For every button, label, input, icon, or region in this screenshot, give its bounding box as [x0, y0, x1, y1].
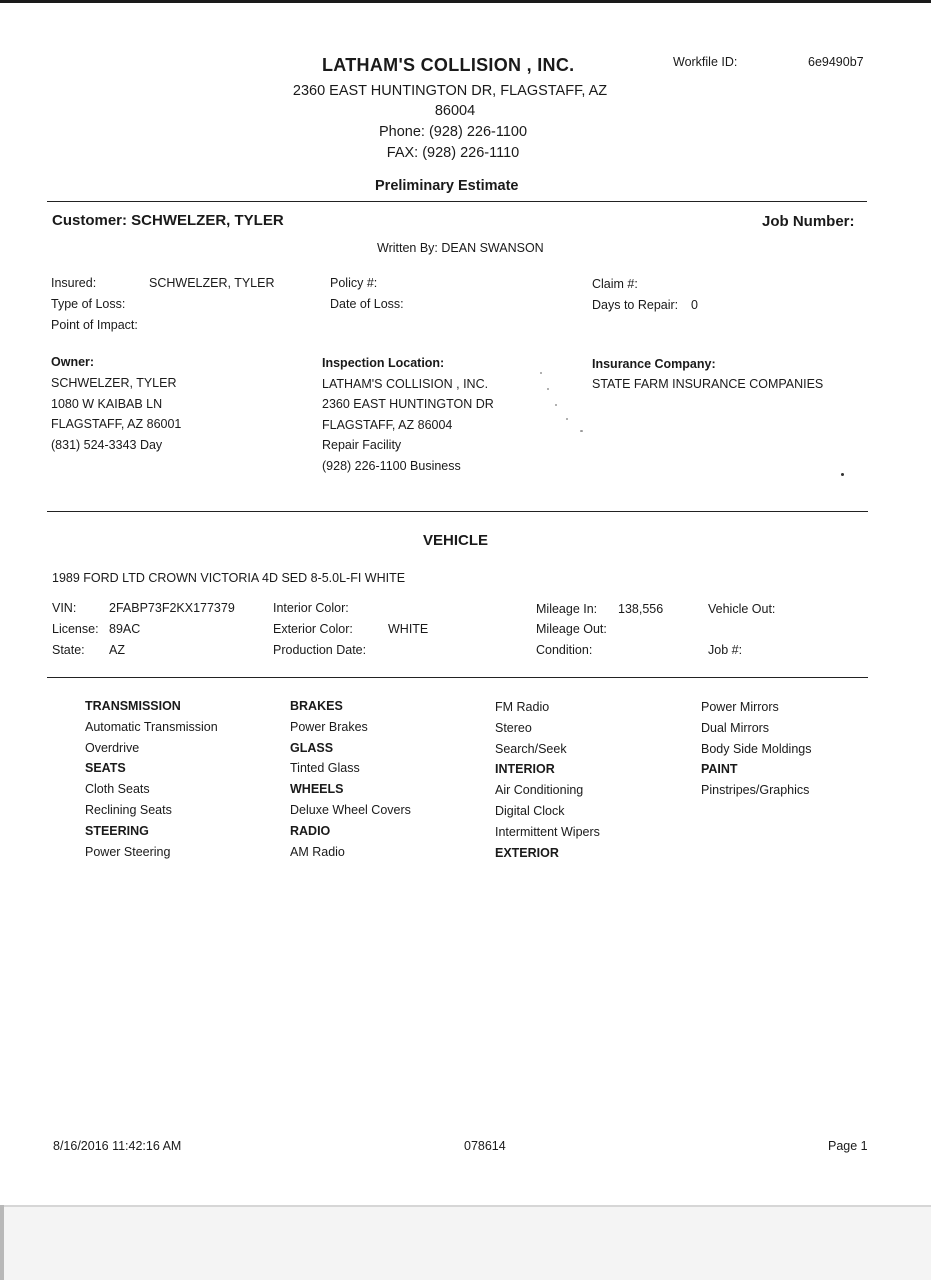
option-category: SEATS	[85, 761, 126, 776]
header-divider	[47, 201, 867, 202]
option-item: Air Conditioning	[495, 783, 584, 798]
owner-line: FLAGSTAFF, AZ 86001	[51, 417, 182, 431]
document-title: Preliminary Estimate	[375, 178, 519, 194]
option-category: EXTERIOR	[495, 845, 559, 860]
insurance-company-heading: Insurance Company:	[592, 357, 716, 371]
scan-speck	[566, 418, 568, 420]
company-phone: Phone: (928) 226-1100	[378, 124, 528, 140]
option-item: Tinted Glass	[290, 761, 360, 776]
option-item: Digital Clock	[495, 804, 565, 818]
inspection-line: 2360 EAST HUNTINGTON DR	[322, 397, 494, 411]
company-fax: FAX: (928) 226-1110	[386, 145, 520, 161]
option-item: Search/Seek	[495, 741, 567, 756]
point-of-impact-label: Point of Impact:	[51, 318, 138, 332]
option-item: Pinstripes/Graphics	[701, 783, 810, 798]
mileage-in-label: Mileage In:	[536, 602, 598, 616]
inspection-line: FLAGSTAFF, AZ 86004	[322, 418, 453, 432]
page-number: Page 1	[828, 1139, 868, 1153]
exterior-color-value: WHITE	[388, 622, 429, 636]
option-item: Power Mirrors	[701, 700, 779, 714]
option-category: TRANSMISSION	[85, 699, 181, 713]
vehicle-description: 1989 FORD LTD CROWN VICTORIA 4D SED 8-5.0L-FI WHITE	[52, 571, 406, 585]
company-address-line2: 86004	[434, 103, 476, 119]
policy-number-label: Policy #:	[330, 276, 378, 290]
scanner-background	[0, 1205, 931, 1280]
written-by: Written By: DEAN SWANSON	[377, 241, 544, 255]
insured-value: SCHWELZER, TYLER	[149, 276, 275, 290]
option-item: Stereo	[495, 720, 532, 735]
vehicle-out-label: Vehicle Out:	[708, 602, 776, 616]
owner-line: (831) 524-3343 Day	[51, 438, 163, 452]
option-item: FM Radio	[495, 700, 550, 714]
vehicle-top-divider	[47, 511, 868, 512]
days-to-repair-label: Days to Repair:	[592, 298, 679, 312]
vin-label: VIN:	[52, 601, 77, 615]
job-number-label: Job Number:	[762, 213, 855, 230]
option-item: Dual Mirrors	[701, 720, 770, 735]
option-item: Power Steering	[85, 844, 171, 859]
state-value: AZ	[109, 643, 125, 657]
option-item: Power Brakes	[290, 719, 368, 734]
option-item: Cloth Seats	[85, 782, 150, 797]
vehicle-heading: VEHICLE	[423, 532, 489, 549]
days-to-repair-value: 0	[691, 298, 698, 312]
workfile-id-label: Workfile ID:	[673, 55, 738, 69]
date-of-loss-label: Date of Loss:	[330, 297, 404, 311]
option-item: Overdrive	[85, 740, 140, 755]
owner-heading: Owner:	[51, 355, 95, 369]
scanner-left-edge	[0, 1205, 4, 1280]
option-category: INTERIOR	[495, 762, 555, 777]
exterior-color-label: Exterior Color:	[273, 622, 353, 636]
license-label: License:	[52, 622, 99, 636]
option-item: Reclining Seats	[85, 803, 172, 817]
scan-speck	[547, 388, 549, 390]
production-date-label: Production Date:	[273, 643, 367, 657]
option-item: Intermittent Wipers	[495, 824, 600, 839]
inspection-line: (928) 226-1100 Business	[322, 459, 461, 473]
option-item: Deluxe Wheel Covers	[290, 803, 411, 817]
interior-color-label: Interior Color:	[273, 601, 349, 615]
document-code: 078614	[464, 1139, 506, 1153]
company-name: LATHAM'S COLLISION , INC.	[322, 55, 575, 75]
paper-bottom-edge	[0, 1205, 931, 1207]
mileage-out-label: Mileage Out:	[536, 622, 607, 636]
condition-label: Condition:	[536, 643, 593, 657]
option-item: Automatic Transmission	[85, 719, 218, 734]
option-category: RADIO	[290, 823, 331, 838]
owner-line: 1080 W KAIBAB LN	[51, 397, 163, 411]
option-item: AM Radio	[290, 844, 345, 859]
scan-speck	[555, 404, 557, 406]
option-category: BRAKES	[290, 699, 343, 713]
vin-value: 2FABP73F2KX177379	[109, 601, 235, 615]
license-value: 89AC	[109, 622, 141, 636]
scan-speck	[841, 473, 844, 476]
scan-speck	[540, 372, 542, 374]
inspection-line: LATHAM'S COLLISION , INC.	[322, 377, 489, 391]
option-category: PAINT	[701, 762, 738, 777]
customer-name: Customer: SCHWELZER, TYLER	[52, 212, 284, 229]
company-address-line1: 2360 EAST HUNTINGTON DR, FLAGSTAFF, AZ	[292, 83, 608, 99]
option-category: GLASS	[290, 740, 334, 755]
scan-speck	[580, 430, 583, 432]
insured-label: Insured:	[51, 276, 97, 290]
inspection-location-heading: Inspection Location:	[322, 356, 445, 370]
inspection-line: Repair Facility	[322, 438, 402, 452]
option-category: STEERING	[85, 823, 149, 838]
state-label: State:	[52, 643, 85, 657]
print-datetime: 8/16/2016 11:42:16 AM	[53, 1139, 182, 1153]
claim-number-label: Claim #:	[592, 277, 638, 291]
option-item: Body Side Moldings	[701, 741, 812, 756]
scan-top-edge	[0, 0, 931, 3]
insurance-company-name: STATE FARM INSURANCE COMPANIES	[592, 377, 824, 391]
options-top-divider	[47, 677, 868, 678]
type-of-loss-label: Type of Loss:	[51, 297, 126, 311]
option-category: WHEELS	[290, 782, 344, 797]
owner-line: SCHWELZER, TYLER	[51, 376, 177, 390]
mileage-in-value: 138,556	[618, 602, 664, 616]
job-number-short-label: Job #:	[708, 643, 743, 657]
workfile-id-value: 6e9490b7	[808, 55, 864, 69]
